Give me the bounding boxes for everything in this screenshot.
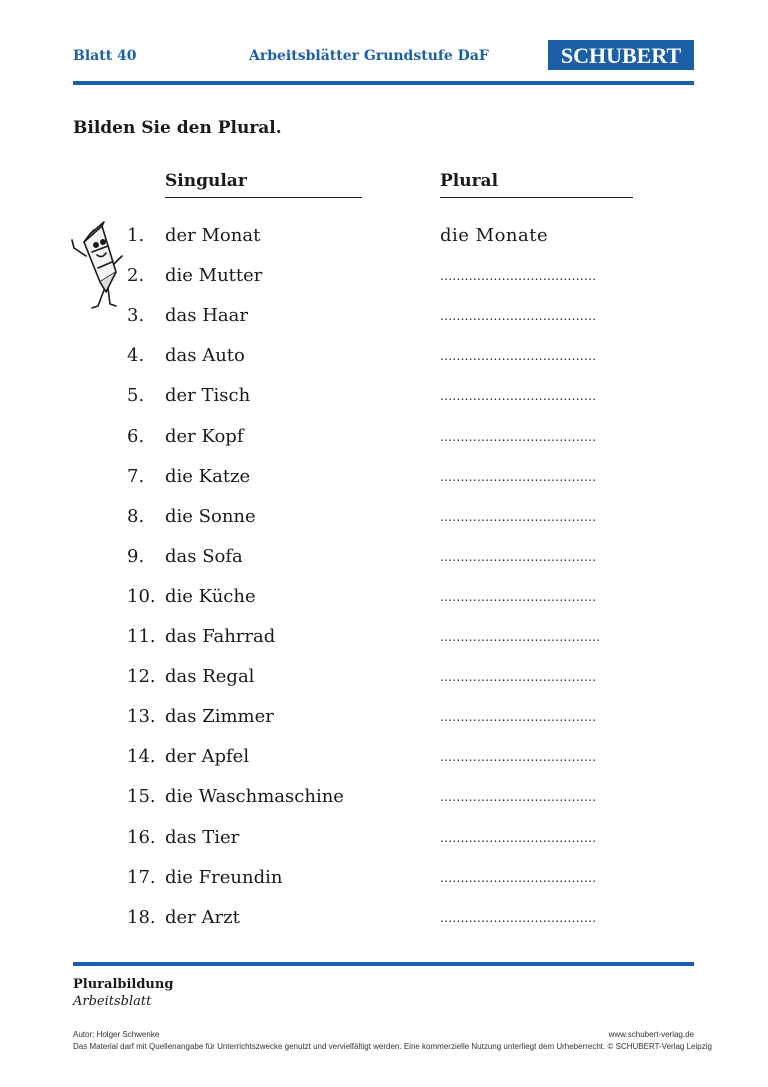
singular-word: das Haar: [165, 305, 248, 326]
exercise-row: [0, 222, 768, 250]
plural-answer-blank[interactable]: ......................................: [440, 389, 597, 403]
row-number: 4.: [127, 345, 145, 366]
plural-answer-blank[interactable]: ......................................: [440, 710, 597, 724]
plural-answer-blank[interactable]: .......................................: [440, 630, 601, 644]
exercise-row: [0, 663, 768, 691]
plural-answer-blank[interactable]: ......................................: [440, 590, 597, 604]
singular-word: die Waschmaschine: [165, 786, 344, 807]
row-number: 8.: [127, 506, 145, 527]
plural-answer-blank[interactable]: ......................................: [440, 790, 597, 804]
plural-example: die Monate: [440, 225, 549, 246]
exercise-row: [0, 743, 768, 771]
plural-answer-blank[interactable]: ......................................: [440, 470, 597, 484]
plural-answer-blank[interactable]: ......................................: [440, 510, 597, 524]
row-number: 10.: [127, 586, 156, 607]
singular-word: die Katze: [165, 466, 251, 487]
singular-word: der Monat: [165, 225, 261, 246]
row-number: 3.: [127, 305, 145, 326]
row-number: 11.: [127, 626, 156, 647]
singular-word: der Tisch: [165, 385, 251, 406]
footer-title: Pluralbildung: [73, 977, 174, 992]
row-number: 1.: [127, 225, 145, 246]
footer-website: www.schubert-verlag.de: [608, 1030, 694, 1039]
exercise-row: [0, 623, 768, 651]
exercise-row: [0, 824, 768, 852]
row-number: 9.: [127, 546, 145, 567]
exercise-row: [0, 703, 768, 731]
column-header-singular: Singular: [165, 171, 247, 191]
plural-answer-blank[interactable]: ......................................: [440, 911, 597, 925]
plural-answer-blank[interactable]: ......................................: [440, 871, 597, 885]
exercise-row: [0, 904, 768, 932]
task-instruction: Bilden Sie den Plural.: [73, 118, 282, 138]
singular-word: der Apfel: [165, 746, 250, 767]
singular-underline: [165, 197, 362, 198]
row-number: 5.: [127, 385, 145, 406]
plural-answer-blank[interactable]: ......................................: [440, 309, 597, 323]
exercise-row: [0, 583, 768, 611]
footer-notice: [73, 1042, 712, 1051]
singular-word: die Mutter: [165, 265, 263, 286]
singular-word: die Küche: [165, 586, 256, 607]
singular-word: das Fahrrad: [165, 626, 276, 647]
row-number: 17.: [127, 867, 156, 888]
plural-answer-blank[interactable]: ......................................: [440, 670, 597, 684]
exercise-row: [0, 423, 768, 451]
footer-notice-text: Das Material darf mit Quellenangabe für Unterrichtszwecke genutzt und vervielfältigt werden. Eine kommerzielle Nutzung unterliegt dem Urheberrecht.: [73, 1042, 606, 1051]
footer-author: Autor: Holger Schwenke: [73, 1030, 160, 1039]
row-number: 15.: [127, 786, 156, 807]
plural-underline: [440, 197, 633, 198]
plural-answer-blank[interactable]: ......................................: [440, 269, 597, 283]
exercise-row: [0, 382, 768, 410]
row-number: 12.: [127, 666, 156, 687]
singular-word: das Regal: [165, 666, 255, 687]
exercise-row: [0, 864, 768, 892]
footer-subtitle: Arbeitsblatt: [73, 994, 152, 1009]
singular-word: die Freundin: [165, 867, 283, 888]
exercise-row: [0, 302, 768, 330]
exercise-row: [0, 463, 768, 491]
exercise-row: [0, 342, 768, 370]
singular-word: das Auto: [165, 345, 245, 366]
singular-word: das Zimmer: [165, 706, 274, 727]
singular-word: die Sonne: [165, 506, 256, 527]
footer-copyright: © SCHUBERT-Verlag Leipzig: [607, 1042, 712, 1051]
header-rule: [73, 81, 694, 85]
plural-answer-blank[interactable]: ......................................: [440, 349, 597, 363]
row-number: 7.: [127, 466, 145, 487]
singular-word: der Kopf: [165, 426, 244, 447]
publisher-logo: SCHUBERT: [548, 40, 694, 70]
plural-answer-blank[interactable]: ......................................: [440, 430, 597, 444]
series-title: Arbeitsblätter Grundstufe DaF: [249, 48, 489, 64]
row-number: 2.: [127, 265, 145, 286]
row-number: 6.: [127, 426, 145, 447]
footer-rule: [73, 962, 694, 966]
singular-word: das Sofa: [165, 546, 243, 567]
plural-answer-blank[interactable]: ......................................: [440, 831, 597, 845]
exercise-row: [0, 503, 768, 531]
row-number: 18.: [127, 907, 156, 928]
column-header-plural: Plural: [440, 171, 499, 191]
plural-answer-blank[interactable]: ......................................: [440, 550, 597, 564]
singular-word: der Arzt: [165, 907, 240, 928]
exercise-row: [0, 262, 768, 290]
row-number: 13.: [127, 706, 156, 727]
row-number: 14.: [127, 746, 156, 767]
row-number: 16.: [127, 827, 156, 848]
exercise-row: [0, 783, 768, 811]
sheet-number: Blatt 40: [73, 48, 137, 64]
plural-answer-blank[interactable]: ......................................: [440, 750, 597, 764]
exercise-row: [0, 543, 768, 571]
singular-word: das Tier: [165, 827, 240, 848]
